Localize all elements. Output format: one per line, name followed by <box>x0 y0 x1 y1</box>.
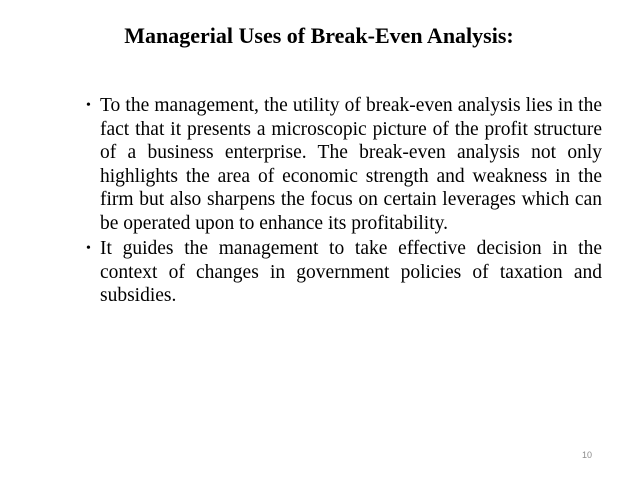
slide-title: Managerial Uses of Break-Even Analysis: <box>124 23 514 48</box>
bullet-text: To the management, the utility of break-even analysis lies in the fact that it presents a microscopic picture of the profit structure of a business enterprise. The break-even analysis not only highlights the area of economic strength and weakness in the firm but also sharpens the focus on certain leverages which can be operated upon to enhance its profitability. <box>100 95 602 234</box>
bullet-dot-icon: • <box>86 241 91 256</box>
bullet-item <box>72 237 602 308</box>
bullet-item <box>72 94 602 235</box>
bullet-text: It guides the management to take effective decision in the context of changes in government policies of taxation and subsidies. <box>100 238 602 306</box>
bullet-dot-icon: • <box>86 98 91 113</box>
bullet-list <box>72 94 602 308</box>
page-number: 10 <box>582 450 593 460</box>
